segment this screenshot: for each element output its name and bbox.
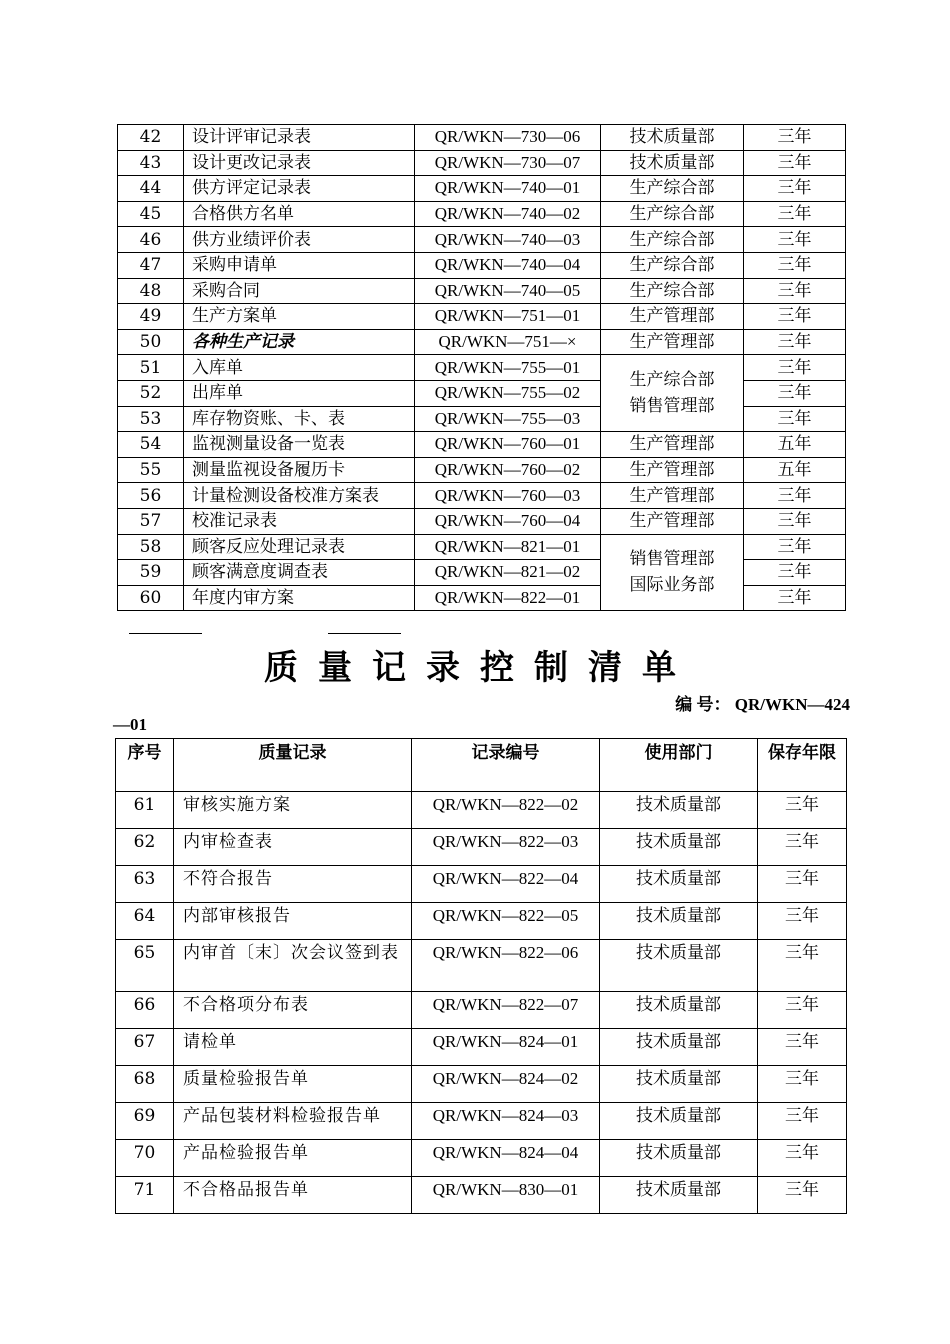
table-row — [116, 1066, 847, 1103]
header-dept: 使用部门 — [600, 739, 758, 792]
retention-period: 三年 — [744, 125, 846, 151]
department: 技术质量部 — [600, 1029, 758, 1066]
row-number: 69 — [116, 1103, 174, 1140]
record-code: QR/WKN—822—07 — [412, 992, 600, 1029]
department: 技术质量部 — [600, 866, 758, 903]
row-number: 45 — [118, 201, 184, 227]
retention-period: 三年 — [744, 560, 846, 586]
table-header-row — [116, 739, 847, 792]
department: 技术质量部 — [600, 829, 758, 866]
record-name: 审核实施方案 — [174, 792, 412, 829]
table-row — [118, 278, 846, 304]
table-row — [118, 176, 846, 202]
table-row — [118, 252, 846, 278]
record-code: QR/WKN—824—04 — [412, 1140, 600, 1177]
department: 技术质量部 — [600, 1177, 758, 1214]
record-table — [115, 738, 847, 1214]
retention-period: 三年 — [744, 176, 846, 202]
table-row — [116, 1029, 847, 1066]
department: 生产管理部 — [601, 304, 744, 330]
header-retention: 保存年限 — [758, 739, 847, 792]
retention-period: 三年 — [758, 866, 847, 903]
record-name: 入库单 — [184, 355, 415, 381]
table-row — [116, 866, 847, 903]
department: 生产综合部 — [601, 278, 744, 304]
record-code: QR/WKN—824—02 — [412, 1066, 600, 1103]
department: 生产管理部 — [601, 329, 744, 355]
retention-period: 三年 — [758, 940, 847, 992]
row-number: 53 — [118, 406, 184, 432]
row-number: 68 — [116, 1066, 174, 1103]
record-code: QR/WKN—822—06 — [412, 940, 600, 992]
record-name: 顾客满意度调查表 — [184, 560, 415, 586]
retention-period: 三年 — [758, 1177, 847, 1214]
row-number: 50 — [118, 329, 184, 355]
department: 生产综合部 — [601, 176, 744, 202]
record-code: QR/WKN—755—01 — [415, 355, 601, 381]
department: 技术质量部 — [601, 125, 744, 151]
row-number: 58 — [118, 534, 184, 560]
record-name: 供方业绩评价表 — [184, 227, 415, 253]
record-name: 采购申请单 — [184, 252, 415, 278]
retention-period: 三年 — [744, 380, 846, 406]
department: 生产综合部 销售管理部 — [601, 355, 744, 432]
department: 生产综合部 — [601, 201, 744, 227]
row-number: 55 — [118, 457, 184, 483]
retention-period: 三年 — [758, 829, 847, 866]
record-code: QR/WKN—821—01 — [415, 534, 601, 560]
table-row — [118, 457, 846, 483]
retention-period: 三年 — [758, 1066, 847, 1103]
retention-period: 三年 — [744, 508, 846, 534]
record-code: QR/WKN—730—07 — [415, 150, 601, 176]
record-code: QR/WKN—740—04 — [415, 252, 601, 278]
table-row — [116, 1177, 847, 1214]
retention-period: 三年 — [758, 992, 847, 1029]
table-row — [116, 829, 847, 866]
record-name: 质量检验报告单 — [174, 1066, 412, 1103]
department: 生产管理部 — [601, 483, 744, 509]
table-row — [118, 534, 846, 560]
table-row — [118, 329, 846, 355]
record-name: 计量检测设备校准方案表 — [184, 483, 415, 509]
retention-period: 三年 — [744, 304, 846, 330]
record-code: QR/WKN—740—02 — [415, 201, 601, 227]
record-name: 不符合报告 — [174, 866, 412, 903]
table-row — [116, 1140, 847, 1177]
department: 技术质量部 — [600, 940, 758, 992]
record-name: 出库单 — [184, 380, 415, 406]
retention-period: 三年 — [744, 406, 846, 432]
department: 生产综合部 — [601, 252, 744, 278]
page-title: 质量记录控制清单 — [264, 648, 696, 688]
retention-period: 五年 — [744, 432, 846, 458]
record-name: 内部审核报告 — [174, 903, 412, 940]
row-number: 71 — [116, 1177, 174, 1214]
table-row — [116, 903, 847, 940]
department: 销售管理部 国际业务部 — [601, 534, 744, 611]
row-number: 56 — [118, 483, 184, 509]
record-code: QR/WKN—822—04 — [412, 866, 600, 903]
retention-period: 三年 — [758, 903, 847, 940]
retention-period: 三年 — [744, 227, 846, 253]
record-name: 不合格品报告单 — [174, 1177, 412, 1214]
record-code: QR/WKN—740—03 — [415, 227, 601, 253]
record-code: QR/WKN—822—02 — [412, 792, 600, 829]
retention-period: 三年 — [744, 150, 846, 176]
row-number: 66 — [116, 992, 174, 1029]
table-row — [116, 1103, 847, 1140]
row-number: 47 — [118, 252, 184, 278]
retention-period: 三年 — [744, 278, 846, 304]
record-code: QR/WKN—822—03 — [412, 829, 600, 866]
row-number: 49 — [118, 304, 184, 330]
row-number: 60 — [118, 585, 184, 611]
table-row — [116, 940, 847, 992]
retention-period: 三年 — [744, 585, 846, 611]
record-name: 不合格项分布表 — [174, 992, 412, 1029]
signature-line-right — [328, 633, 401, 634]
header-name: 质量记录 — [174, 739, 412, 792]
retention-period: 三年 — [744, 483, 846, 509]
row-number: 59 — [118, 560, 184, 586]
row-number: 65 — [116, 940, 174, 992]
row-number: 57 — [118, 508, 184, 534]
row-number: 67 — [116, 1029, 174, 1066]
retention-period: 三年 — [744, 201, 846, 227]
retention-period: 五年 — [744, 457, 846, 483]
department: 技术质量部 — [600, 992, 758, 1029]
record-code: QR/WKN—830—01 — [412, 1177, 600, 1214]
retention-period: 三年 — [758, 1140, 847, 1177]
department: 技术质量部 — [601, 150, 744, 176]
record-code: QR/WKN—760—02 — [415, 457, 601, 483]
retention-period: 三年 — [744, 252, 846, 278]
row-number: 51 — [118, 355, 184, 381]
department: 生产管理部 — [601, 457, 744, 483]
record-code: QR/WKN—822—01 — [415, 585, 601, 611]
record-code: QR/WKN—730—06 — [415, 125, 601, 151]
record-code: QR/WKN—755—02 — [415, 380, 601, 406]
record-name: 库存物资账、卡、表 — [184, 406, 415, 432]
row-number: 42 — [118, 125, 184, 151]
record-name: 顾客反应处理记录表 — [184, 534, 415, 560]
table-row — [118, 483, 846, 509]
row-number: 52 — [118, 380, 184, 406]
table-row — [118, 355, 846, 381]
department: 生产管理部 — [601, 508, 744, 534]
record-code: QR/WKN—760—01 — [415, 432, 601, 458]
department: 生产综合部 — [601, 227, 744, 253]
record-name: 内审检查表 — [174, 829, 412, 866]
row-number: 43 — [118, 150, 184, 176]
record-name: 年度内审方案 — [184, 585, 415, 611]
record-code: QR/WKN—824—03 — [412, 1103, 600, 1140]
record-code: QR/WKN—740—01 — [415, 176, 601, 202]
document-code-label: 编 号： — [675, 695, 731, 714]
table-row — [118, 150, 846, 176]
record-name: 合格供方名单 — [184, 201, 415, 227]
table-row — [116, 792, 847, 829]
record-code: QR/WKN—760—04 — [415, 508, 601, 534]
table-row — [118, 227, 846, 253]
record-code: QR/WKN—760—03 — [415, 483, 601, 509]
document-code-value: QR/WKN—424 — [734, 695, 850, 714]
row-number: 46 — [118, 227, 184, 253]
record-code: QR/WKN—821—02 — [415, 560, 601, 586]
record-name: 内审首〔末〕次会议签到表 — [174, 940, 412, 992]
record-name: 校准记录表 — [184, 508, 415, 534]
row-number: 48 — [118, 278, 184, 304]
row-number: 62 — [116, 829, 174, 866]
record-code: QR/WKN—740—05 — [415, 278, 601, 304]
retention-period: 三年 — [744, 329, 846, 355]
record-code: QR/WKN—755—03 — [415, 406, 601, 432]
retention-period: 三年 — [758, 792, 847, 829]
table-row — [118, 201, 846, 227]
department: 技术质量部 — [600, 792, 758, 829]
record-name: 监视测量设备一览表 — [184, 432, 415, 458]
row-number: 64 — [116, 903, 174, 940]
table-row — [118, 508, 846, 534]
record-name: 请检单 — [174, 1029, 412, 1066]
record-code: QR/WKN—822—05 — [412, 903, 600, 940]
record-code: QR/WKN—751—01 — [415, 304, 601, 330]
department: 生产管理部 — [601, 432, 744, 458]
record-code: QR/WKN—824—01 — [412, 1029, 600, 1066]
department: 技术质量部 — [600, 1103, 758, 1140]
record-name: 产品检验报告单 — [174, 1140, 412, 1177]
retention-period: 三年 — [744, 355, 846, 381]
document-code-continuation: —01 — [113, 715, 147, 734]
record-name: 各种生产记录 — [184, 329, 415, 355]
department: 技术质量部 — [600, 1066, 758, 1103]
record-code: QR/WKN—751—× — [415, 329, 601, 355]
row-number: 63 — [116, 866, 174, 903]
record-name: 采购合同 — [184, 278, 415, 304]
retention-period: 三年 — [758, 1029, 847, 1066]
department: 技术质量部 — [600, 1140, 758, 1177]
retention-period: 三年 — [758, 1103, 847, 1140]
header-code: 记录编号 — [412, 739, 600, 792]
record-name: 供方评定记录表 — [184, 176, 415, 202]
document-code — [560, 690, 850, 715]
row-number: 61 — [116, 792, 174, 829]
row-number: 44 — [118, 176, 184, 202]
retention-period: 三年 — [744, 534, 846, 560]
table-row — [116, 992, 847, 1029]
row-number: 54 — [118, 432, 184, 458]
record-name: 设计更改记录表 — [184, 150, 415, 176]
record-name: 产品包装材料检验报告单 — [174, 1103, 412, 1140]
header-num: 序号 — [116, 739, 174, 792]
table-row — [118, 125, 846, 151]
table-row — [118, 304, 846, 330]
table-row — [118, 432, 846, 458]
row-number: 70 — [116, 1140, 174, 1177]
department: 技术质量部 — [600, 903, 758, 940]
signature-line-left — [129, 633, 202, 634]
record-name: 生产方案单 — [184, 304, 415, 330]
record-name: 设计评审记录表 — [184, 125, 415, 151]
record-table-continued — [117, 124, 846, 611]
record-name: 测量监视设备履历卡 — [184, 457, 415, 483]
